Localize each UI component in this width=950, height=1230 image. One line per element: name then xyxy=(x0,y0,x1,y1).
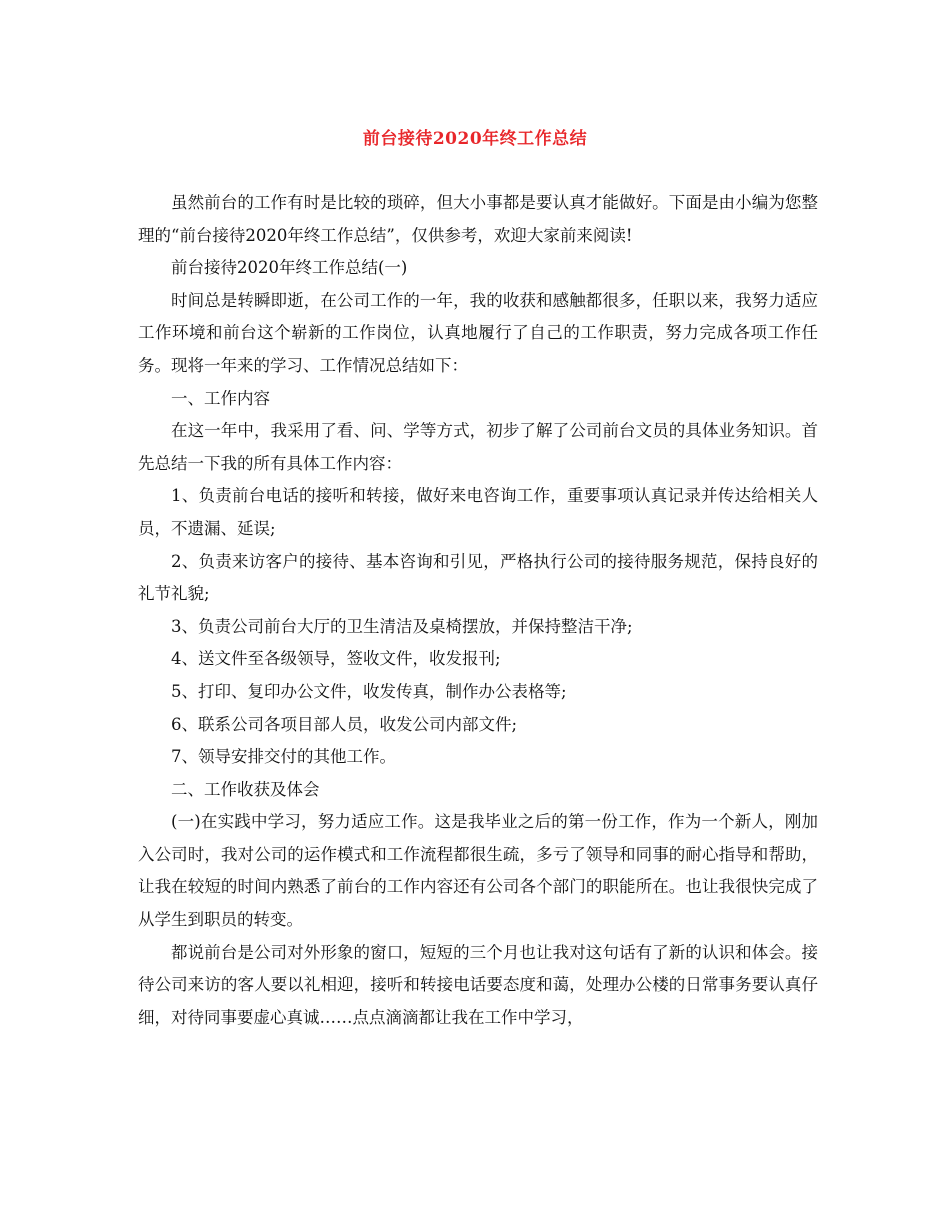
list-item-duty-4: 4、送文件至各级领导，签收文件，收发报刊; xyxy=(171,649,501,669)
list-item-duty-5: 5、打印、复印办公文件，收发传真，制作办公表格等; xyxy=(171,681,567,701)
paragraph-work-content-intro: 在这一年中，我采用了看、问、学等方式，初步了解了公司前台文员的具体业务知识。首先总结一下我的所有具体工作内容： xyxy=(138,421,818,473)
heading-work-content: 一、工作内容 xyxy=(171,388,270,408)
list-item-duty-6: 6、联系公司各项目部人员，收发公司内部文件; xyxy=(171,714,518,734)
heading-gains-and-insights: 二、工作收获及体会 xyxy=(171,779,320,799)
paragraph-intro: 虽然前台的工作有时是比较的琐碎，但大小事都是要认真才能做好。下面是由小编为您整理的“前台接待2020年终工作总结”，仅供参考，欢迎大家前来阅读! xyxy=(138,193,818,245)
section-heading-part-one: 前台接待2020年终工作总结(一) xyxy=(171,258,408,278)
list-item-duty-1: 1、负责前台电话的接听和转接，做好来电咨询工作，重要事项认真记录并传达给相关人员，不遗漏、延误; xyxy=(138,486,818,538)
list-item-duty-3: 3、负责公司前台大厅的卫生清洁及桌椅摆放，并保持整洁干净; xyxy=(171,616,633,636)
paragraph-front-desk-image: 都说前台是公司对外形象的窗口，短短的三个月也让我对这句话有了新的认识和体会。接待公司来访的客人要以礼相迎，接听和转接电话要态度和蔼，处理办公楼的日常事务要认真仔细，对待同事要虚心真诚……点点滴滴都让我在工作中学习， xyxy=(138,942,818,1027)
document-title: 前台接待2020年终工作总结 xyxy=(362,129,588,149)
list-item-duty-2: 2、负责来访客户的接待、基本咨询和引见，严格执行公司的接待服务规范，保持良好的礼节礼貌; xyxy=(138,551,818,604)
list-item-duty-7: 7、领导安排交付的其他工作。 xyxy=(171,747,396,767)
document-body xyxy=(138,187,818,1034)
paragraph-learning-in-practice: (一)在实践中学习，努力适应工作。这是我毕业之后的第一份工作，作为一个新人，刚加入公司时，我对公司的运作模式和工作流程都很生疏，多亏了领导和同事的耐心指导和帮助，让我在较短的时间内熟悉了前台的工作内容还有公司各个部门的职能所在。也让我很快完成了从学生到职员的转变。 xyxy=(138,812,818,930)
paragraph-opening: 时间总是转瞬即逝，在公司工作的一年，我的收获和感触都很多，任职以来，我努力适应工作环境和前台这个崭新的工作岗位，认真地履行了自己的工作职责，努力完成各项工作任务。现将一年来的学习、工作情况总结如下： xyxy=(138,290,818,375)
